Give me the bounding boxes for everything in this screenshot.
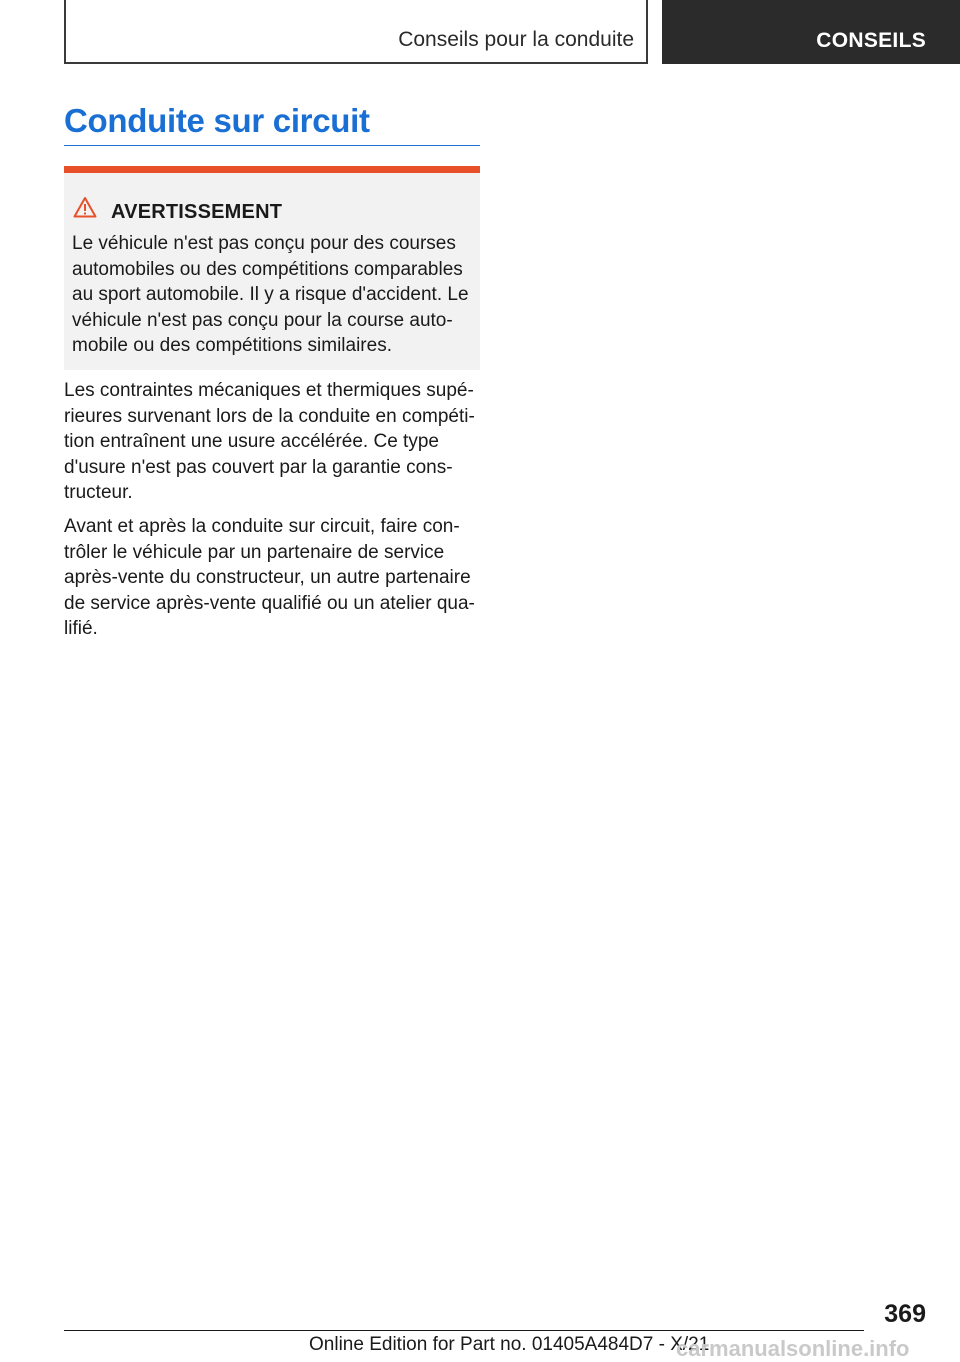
footer-edition-text: Online Edition for Part no. 01405A484D7 - X/21 <box>309 1334 710 1355</box>
paragraph-line: lifié. <box>64 618 98 639</box>
paragraph-line: après-vente du constructeur, un autre partenaire <box>64 567 471 588</box>
warning-title: AVERTISSEMENT <box>111 201 283 223</box>
footer-rule <box>64 1330 864 1331</box>
body-paragraph-wear <box>64 378 484 506</box>
header-chapter-label: CONSEILS <box>816 29 926 52</box>
header-chapter-tab <box>662 0 960 64</box>
page-number: 369 <box>884 1300 926 1328</box>
body-paragraph-inspection <box>64 514 484 642</box>
warning-line: automobiles ou des compétitions comparables <box>72 258 463 280</box>
paragraph-line: trôler le véhicule par un partenaire de service <box>64 541 445 563</box>
paragraph-line: tructeur. <box>64 482 133 503</box>
page-title: Conduite sur circuit <box>64 102 370 139</box>
watermark: carmanualsonline.info <box>676 1336 910 1361</box>
paragraph-line: de service après-vente qualifié ou un atelier qua- <box>64 592 475 614</box>
paragraph-line: rieures survenant lors de la conduite en compéti- <box>64 405 475 427</box>
warning-line: Le véhicule n'est pas conçu pour des courses <box>72 233 456 254</box>
header-section-tab <box>64 0 648 64</box>
paragraph-line: d'usure n'est pas couvert par la garantie cons- <box>64 456 453 478</box>
warning-triangle-icon <box>73 196 97 218</box>
warning-text <box>72 231 474 359</box>
header-section-label: Conseils pour la conduite <box>398 28 634 51</box>
warning-line: au sport automobile. Il y a risque d'accident. Le <box>72 284 469 305</box>
warning-line: véhicule n'est pas conçu pour la course auto- <box>72 309 453 331</box>
paragraph-line: Avant et après la conduite sur circuit, faire con- <box>64 516 460 537</box>
warning-box <box>64 166 480 370</box>
paragraph-line: Les contraintes mécaniques et thermiques supé- <box>64 380 474 401</box>
warning-line: mobile ou des compétitions similaires. <box>72 335 392 356</box>
paragraph-line: tion entraînent une usure accélérée. Ce type <box>64 431 439 452</box>
title-underline <box>64 145 480 146</box>
